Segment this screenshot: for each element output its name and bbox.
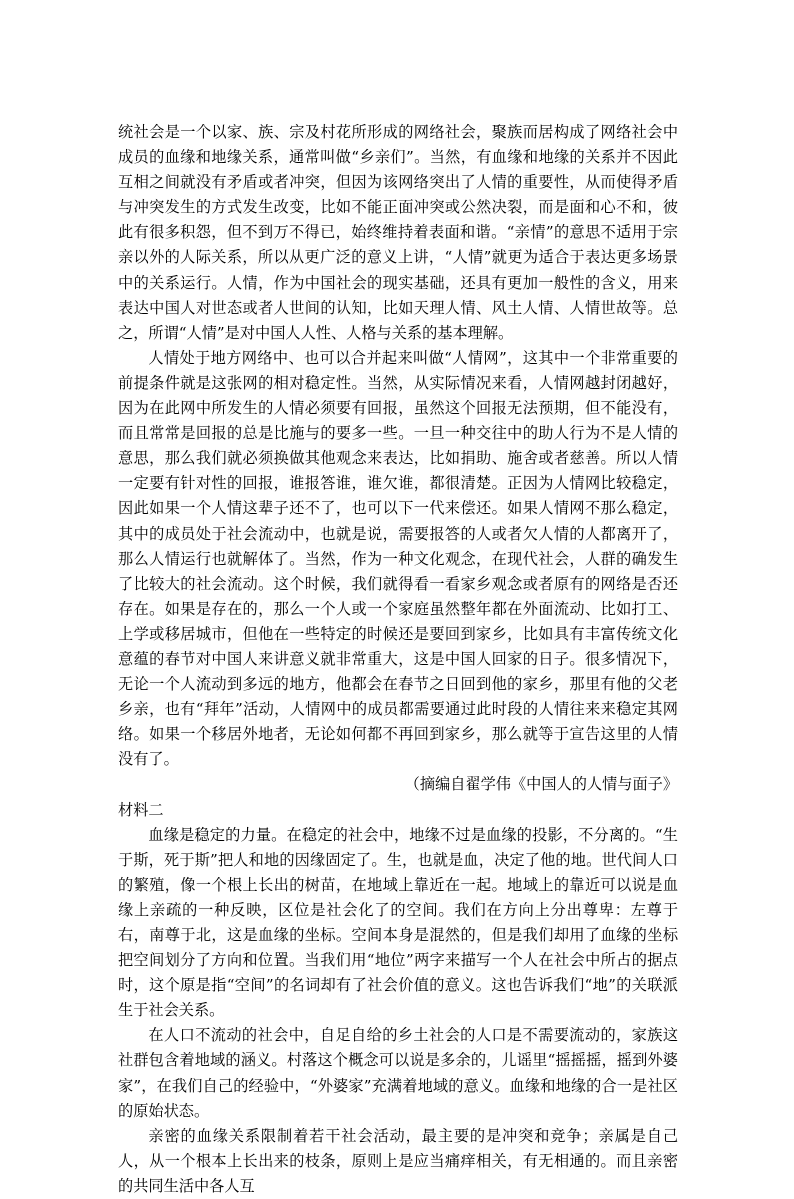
paragraph-5: 亲密的血缘关系限制着若干社会活动，最主要的是冲突和竞争；亲属是自己人，从一个根本上长出来的枝条，原则上是应当痛痒相关，有无相通的。而且亲密的共同生活中各人互: [118, 1126, 678, 1195]
paragraph-1: 统社会是一个以家、族、宗及村花所形成的网络社会，聚族而居构成了网络社会中成员的血缘和地缘关系，通常叫做“乡亲们”。当然，有血缘和地缘的关系并不因此互相之间就没有矛盾或者冲突，但因为该网络突出了人情的重要性，从而使得矛盾与冲突发生的方式发生改变，比如不能正面冲突或公然决裂，而是面和心不和，彼此有很多积怨，但不到万不得已，始终维持着表面和谐。“亲情”的意思不适用于宗亲以外的人际关系，所以从更广泛的意义上讲，“人情”就更为适合于表达更多场景中的关系运行。人情，作为中国社会的现实基础，还具有更加一般性的含义，用来表达中国人对世态或者人世间的认知，比如天理人情、风土人情、人情世故等。总之，所谓“人情”是对中国人人性、人格与关系的基本理解。: [118, 123, 678, 342]
section-heading: 材料二: [118, 800, 164, 819]
paragraph-3: 血缘是稳定的力量。在稳定的社会中，地缘不过是血缘的投影，不分离的。“生于斯，死于斯”把人和地的因缘固定了。生，也就是血，决定了他的地。世代间人口的繁殖，像一个根上长出的树苗，在地域上靠近在一起。地域上的靠近可以说是血缘上亲疏的一种反映，区位是社会化了的空间。我们在方向上分出尊卑：左尊于右，南尊于北，这是血缘的坐标。空间本身是混然的，但是我们却用了血缘的坐标把空间划分了方向和位置。当我们用“地位”两字来描写一个人在社会中所占的据点时，这个原是指“空间”的名词却有了社会价值的意义。这也告诉我们“地”的关联派生于社会关系。: [118, 825, 678, 1020]
document-page: [118, 120, 678, 1199]
paragraph-2: 人情处于地方网络中、也可以合并起来叫做“人情网”，这其中一个非常重要的前提条件就是这张网的相对稳定性。当然，从实际情况来看，人情网越封闭越好，因为在此网中所发生的人情必须要有回报，虽然这个回报无法预期，但不能没有，而且常常是回报的总是比施与的要多一些。一旦一种交往中的助人行为不是人情的意思，那么我们就必须换做其他观念来表达，比如捐助、施舍或者慈善。所以人情一定要有针对性的回报，谁报答谁，谁欠谁，都很清楚。正因为人情网比较稳定，因此如果一个人情这辈子还不了，也可以下一代来偿还。如果人情网不那么稳定，其中的成员处于社会流动中，也就是说，需要报答的人或者欠人情的人都离开了，那么人情运行也就解体了。当然，作为一种文化观念，在现代社会，人群的确发生了比较大的社会流动。这个时候，我们就得看一看家乡观念或者原有的网络是否还存在。如果是存在的，那么一个人或一个家庭虽然整年都在外面流动、比如打工、上学或移居城市，但他在一些特定的时候还是要回到家乡，比如具有丰富传统文化意蕴的春节对中国人来讲意义就非常重大，这是中国人回家的日子。很多情况下，无论一个人流动到多远的地方，他都会在春节之日回到他的家乡，那里有他的父老乡亲，也有“拜年”活动，人情网中的成员都需要通过此时段的人情往来来稳定其网络。如果一个移居外地者，无论如何都不再回到家乡，那么就等于宣告这里的人情没有了。: [118, 348, 678, 769]
paragraph-4: 在人口不流动的社会中，自足自给的乡土社会的人口是不需要流动的，家族这社群包含着地域的涵义。村落这个概念可以说是多余的，儿谣里“摇摇摇，摇到外婆家”，在我们自己的经验中，“外婆家”充满着地域的意义。血缘和地缘的合一是社区的原始状态。: [118, 1026, 678, 1120]
source-citation: （摘编自翟学伟《中国人的人情与面子》: [404, 775, 678, 794]
